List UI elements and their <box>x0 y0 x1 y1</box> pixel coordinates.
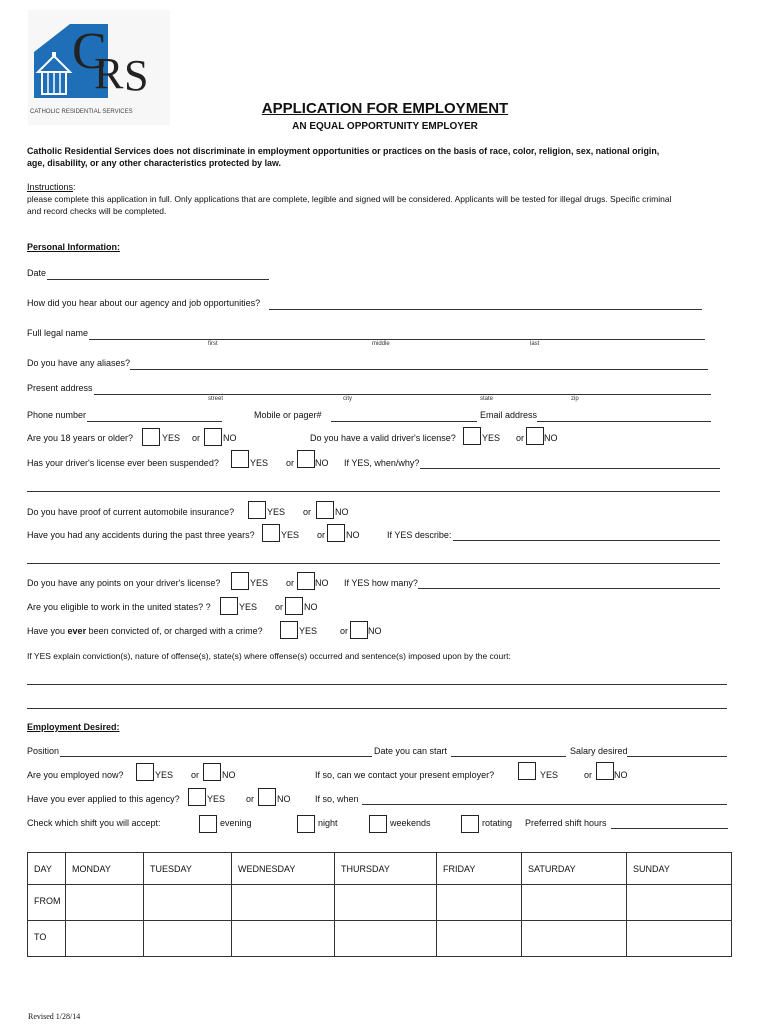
suspended-yes-label: YES <box>250 458 269 468</box>
rotating-label: rotating <box>482 818 513 828</box>
from-monday-cell[interactable] <box>66 885 144 921</box>
or-text: or <box>516 433 525 443</box>
applied-label: Have you ever applied to this agency? <box>27 794 180 804</box>
accidents-yes-checkbox[interactable] <box>262 524 280 542</box>
position-label: Position <box>27 746 60 756</box>
table-header-cell: SUNDAY <box>627 853 732 885</box>
aliases-field[interactable] <box>130 369 708 370</box>
instructions-label: Instructions: <box>27 182 76 192</box>
to-wednesday-cell[interactable] <box>232 921 335 957</box>
convicted-yes-label: YES <box>299 626 318 636</box>
contact-no-label: NO <box>614 770 628 780</box>
license-no-label: NO <box>544 433 558 443</box>
weekends-label: weekends <box>390 818 431 828</box>
convicted-no-label: NO <box>368 626 382 636</box>
points-no-checkbox[interactable] <box>297 572 315 590</box>
evening-checkbox[interactable] <box>199 815 217 833</box>
logo-org-text: CATHOLIC RESIDENTIAL SERVICES <box>30 109 133 115</box>
eeo-statement-line2: age, disability, or any other characteristics protected by law. <box>27 158 282 168</box>
employed-yes-label: YES <box>155 770 174 780</box>
accidents-describe-label: If YES describe: <box>387 530 452 540</box>
employed-yes-checkbox[interactable] <box>136 763 154 781</box>
instructions-line2: and record checks will be completed. <box>27 206 167 216</box>
or-text: or <box>286 578 295 588</box>
legal-name-label: Full legal name <box>27 328 89 338</box>
from-tuesday-cell[interactable] <box>144 885 232 921</box>
age18-label: Are you 18 years or older? <box>27 433 134 443</box>
insurance-yes-label: YES <box>267 507 286 517</box>
license-label: Do you have a valid driver's license? <box>310 433 456 443</box>
table-row <box>28 921 732 957</box>
hear-field[interactable] <box>269 309 702 310</box>
convicted-yes-checkbox[interactable] <box>280 621 298 639</box>
preferred-hours-field[interactable] <box>611 828 728 829</box>
evening-label: evening <box>220 818 252 828</box>
address-label: Present address <box>27 383 93 393</box>
preferred-hours-label: Preferred shift hours <box>525 818 607 828</box>
start-field[interactable] <box>451 756 566 757</box>
applied-no-checkbox[interactable] <box>258 788 276 806</box>
or-text: or <box>340 626 349 636</box>
from-sunday-cell[interactable] <box>627 885 732 921</box>
applied-when-field[interactable] <box>362 804 727 805</box>
last-caption: last <box>530 341 540 347</box>
applied-yes-label: YES <box>207 794 226 804</box>
aliases-label: Do you have any aliases? <box>27 358 131 368</box>
license-yes-checkbox[interactable] <box>463 427 481 445</box>
or-text: or <box>317 530 326 540</box>
city-caption: city <box>343 396 352 402</box>
eligible-yes-label: YES <box>239 602 258 612</box>
suspended-when-label: If YES, when/why? <box>344 458 420 468</box>
contact-no-checkbox[interactable] <box>596 762 614 780</box>
or-text: or <box>286 458 295 468</box>
shift-label: Check which shift you will accept: <box>27 818 161 828</box>
from-thursday-cell[interactable] <box>335 885 437 921</box>
points-many-field[interactable] <box>418 588 720 589</box>
accidents-describe-field[interactable] <box>453 540 720 541</box>
legal-name-field[interactable] <box>89 339 705 340</box>
suspended-yes-checkbox[interactable] <box>231 450 249 468</box>
table-header-cell: WEDNESDAY <box>232 853 335 885</box>
middle-caption: middle <box>372 341 390 347</box>
explain-field-1[interactable] <box>27 684 727 685</box>
first-caption: first <box>208 341 218 347</box>
eligible-yes-checkbox[interactable] <box>220 597 238 615</box>
night-checkbox[interactable] <box>297 815 315 833</box>
address-field[interactable] <box>94 394 711 395</box>
table-header-cell: SATURDAY <box>522 853 627 885</box>
applied-when-label: If so, when <box>315 794 359 804</box>
suspended-no-label: NO <box>315 458 329 468</box>
accidents-describe-field-2[interactable] <box>27 563 720 564</box>
accidents-no-checkbox[interactable] <box>327 524 345 542</box>
or-text: or <box>275 602 284 612</box>
to-friday-cell[interactable] <box>437 921 522 957</box>
table-header-cell: FRIDAY <box>437 853 522 885</box>
from-wednesday-cell[interactable] <box>232 885 335 921</box>
insurance-yes-checkbox[interactable] <box>248 501 266 519</box>
accidents-label: Have you had any accidents during the past three years? <box>27 530 255 540</box>
accidents-no-label: NO <box>346 530 360 540</box>
hear-label: How did you hear about our agency and job opportunities? <box>27 298 261 308</box>
explain-field-2[interactable] <box>27 708 727 709</box>
table-header-cell: MONDAY <box>66 853 144 885</box>
table-header-cell: TUESDAY <box>144 853 232 885</box>
age18-yes-checkbox[interactable] <box>142 428 160 446</box>
salary-field[interactable] <box>627 756 727 757</box>
explain-label: If YES explain conviction(s), nature of offense(s), state(s) where offense(s) occurred and sentence(s) imposed upon by the court: <box>27 651 511 661</box>
table-row <box>28 885 732 921</box>
state-caption: state <box>480 396 494 402</box>
age18-no-label: NO <box>223 433 237 443</box>
table-header-cell: THURSDAY <box>335 853 437 885</box>
contact-yes-checkbox[interactable] <box>518 762 536 780</box>
section-title-employment: Employment Desired: <box>27 722 120 732</box>
suspended-no-checkbox[interactable] <box>297 450 315 468</box>
suspended-when-field-2[interactable] <box>27 491 720 492</box>
night-label: night <box>318 818 338 828</box>
availability-table <box>27 852 732 957</box>
eligible-no-checkbox[interactable] <box>285 597 303 615</box>
insurance-label: Do you have proof of current automobile insurance? <box>27 507 235 517</box>
date-field[interactable] <box>47 279 269 280</box>
or-text: or <box>303 507 312 517</box>
row-label: FROM <box>28 885 66 921</box>
or-text: or <box>191 770 200 780</box>
from-saturday-cell[interactable] <box>522 885 627 921</box>
suspended-when-field[interactable] <box>420 468 720 469</box>
email-field[interactable] <box>537 421 711 422</box>
from-friday-cell[interactable] <box>437 885 522 921</box>
svg-text:C: C <box>72 23 107 80</box>
street-caption: street <box>208 396 224 402</box>
table-header-cell: DAY <box>28 853 66 885</box>
convicted-label: Have you ever been convicted of, or charged with a crime? <box>27 626 263 636</box>
accidents-yes-label: YES <box>281 530 300 540</box>
to-tuesday-cell[interactable] <box>144 921 232 957</box>
zip-caption: zip <box>571 396 579 402</box>
mobile-label: Mobile or pager# <box>254 410 322 420</box>
points-label: Do you have any points on your driver's license? <box>27 578 221 588</box>
points-no-label: NO <box>315 578 329 588</box>
points-yes-checkbox[interactable] <box>231 572 249 590</box>
or-text: or <box>584 770 593 780</box>
table-header-row <box>28 853 732 885</box>
page-title: APPLICATION FOR EMPLOYMENT <box>261 100 509 117</box>
age18-no-checkbox[interactable] <box>204 428 222 446</box>
mobile-field[interactable] <box>331 421 477 422</box>
to-sunday-cell[interactable] <box>627 921 732 957</box>
applied-no-label: NO <box>277 794 291 804</box>
row-label: TO <box>28 921 66 957</box>
suspended-label: Has your driver's license ever been suspended? <box>27 458 219 468</box>
salary-label: Salary desired <box>570 746 628 756</box>
page-subtitle: AN EQUAL OPPORTUNITY EMPLOYER <box>292 121 478 132</box>
contact-yes-label: YES <box>540 770 559 780</box>
eligible-label: Are you eligible to work in the united states? ? <box>27 602 211 612</box>
contact-label: If so, can we contact your present employer? <box>315 770 495 780</box>
rotating-checkbox[interactable] <box>461 815 479 833</box>
points-yes-label: YES <box>250 578 269 588</box>
employed-label: Are you employed now? <box>27 770 124 780</box>
age18-yes-label: YES <box>162 433 181 443</box>
svg-text:R: R <box>94 49 124 98</box>
employed-no-label: NO <box>222 770 236 780</box>
eeo-statement-line1: Catholic Residential Services does not discriminate in employment opportunities or practices on the basis of race, color, religion, sex, national origin, <box>27 146 660 156</box>
phone-label: Phone number <box>27 410 87 420</box>
insurance-no-checkbox[interactable] <box>316 501 334 519</box>
applied-yes-checkbox[interactable] <box>188 788 206 806</box>
insurance-no-label: NO <box>335 507 349 517</box>
phone-field[interactable] <box>87 421 222 422</box>
to-saturday-cell[interactable] <box>522 921 627 957</box>
or-text: or <box>246 794 255 804</box>
email-label: Email address <box>480 410 538 420</box>
position-field[interactable] <box>60 756 372 757</box>
convicted-no-checkbox[interactable] <box>350 621 368 639</box>
revised-date: Revised 1/28/14 <box>28 1012 81 1021</box>
to-monday-cell[interactable] <box>66 921 144 957</box>
license-yes-label: YES <box>482 433 501 443</box>
eligible-no-label: NO <box>304 602 318 612</box>
svg-text:S: S <box>124 51 149 100</box>
license-no-checkbox[interactable] <box>526 427 544 445</box>
or-text: or <box>192 433 201 443</box>
date-label: Date <box>27 268 47 278</box>
instructions-line1: please complete this application in full. Only applications that are complete, legible and signed will be considered. Applicants will be tested for illegal drugs. Specific criminal <box>27 194 672 204</box>
weekends-checkbox[interactable] <box>369 815 387 833</box>
start-label: Date you can start <box>374 746 448 756</box>
to-thursday-cell[interactable] <box>335 921 437 957</box>
employed-no-checkbox[interactable] <box>203 763 221 781</box>
points-many-label: If YES how many? <box>344 578 418 588</box>
section-title-personal: Personal Information: <box>27 242 121 252</box>
